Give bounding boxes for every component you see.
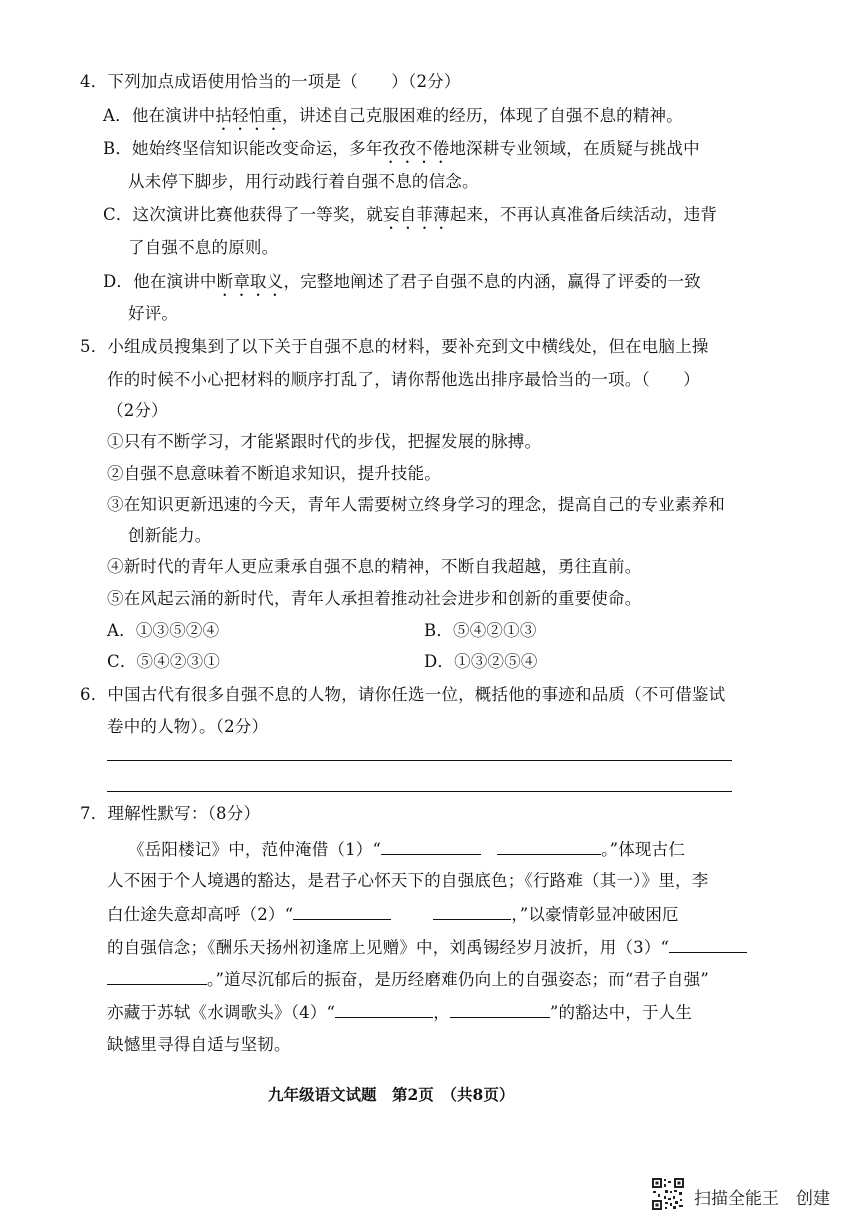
- q5-option-a: A．①③⑤②④: [107, 621, 220, 640]
- q5-item-4: ④新时代的青年人更应秉承自强不息的精神，不断自我超越，勇往直前。: [107, 557, 642, 576]
- q5-option-b: B．⑤④②①③: [424, 621, 537, 640]
- q6-answer-line-2[interactable]: [107, 791, 732, 792]
- q7-blank-3a[interactable]: [669, 936, 747, 953]
- q7-blank-2a[interactable]: [293, 903, 391, 920]
- q4-option-d-cont: 好评。: [128, 304, 179, 323]
- q5-item-5: ⑤在风起云涌的新时代，青年人承担着推动社会进步和创新的重要使命。: [107, 589, 642, 608]
- q4-option-b: B．她始终坚信知识能改变命运，多年孜孜不倦地深耕专业领域，在质疑与挑战中: [103, 139, 700, 158]
- q4-d-idiom: 断章取义: [216, 272, 284, 291]
- q4-option-d: D．他在演讲中断章取义，完整地阐述了君子自强不息的内涵，赢得了评委的一致: [103, 272, 701, 291]
- q4-option-c-cont: 了自强不息的原则。: [128, 238, 279, 257]
- q7-blank-1b[interactable]: [497, 838, 601, 855]
- q5-stem-2: 作的时候不小心把材料的顺序打乱了，请你帮他选出排序最恰当的一项。（ ）: [107, 370, 700, 389]
- q4-option-a: A．他在演讲中拈轻怕重，讲述自己克服困难的经历，体现了自强不息的精神。: [103, 106, 683, 125]
- q6-stem-2: 卷中的人物）。（2分）: [107, 717, 269, 736]
- q6-answer-line-1[interactable]: [107, 760, 732, 761]
- q7-blank-4b[interactable]: [450, 1001, 550, 1018]
- q5-item-3-cont: 创新能力。: [128, 526, 212, 545]
- q7-line-6: 亦藏于苏轼《水调歌头》（4）“ ， ”的豁达中，于人生: [107, 1003, 693, 1022]
- q5-score: （2分）: [107, 401, 168, 420]
- q5-item-3: ③在知识更新迅速的今天，青年人需要树立终身学习的理念，提高自己的专业素养和: [107, 495, 725, 514]
- q7-line-5: 。”道尽沉郁后的振奋，是历经磨难仍向上的自强姿态；而“君子自强”: [107, 968, 709, 991]
- scanner-watermark: 扫描全能王 创建: [694, 1189, 830, 1209]
- q4-stem: 4．下列加点成语使用恰当的一项是（ ）（2分）: [80, 72, 461, 91]
- q7-blank-3b[interactable]: [107, 968, 207, 985]
- q7-line-7: 缺憾里寻得自适与坚韧。: [107, 1035, 291, 1054]
- q6-stem-1: 6．中国古代有很多自强不息的人物，请你任选一位，概括他的事迹和品质（不可借鉴试: [80, 685, 726, 704]
- q7-blank-4a[interactable]: [335, 1001, 433, 1018]
- q5-option-d: D．①③②⑤④: [424, 652, 538, 671]
- q5-stem-1: 5．小组成员搜集到了以下关于自强不息的材料，要补充到文中横线处，但在电脑上操: [80, 337, 709, 356]
- q5-item-2: ②自强不息意味着不断追求知识，提升技能。: [107, 464, 441, 483]
- qr-code-icon: [651, 1177, 685, 1211]
- q7-blank-1a[interactable]: [381, 838, 481, 855]
- q7-line-3: 白仕途失意却高呼（2）“ ，”以豪情彰显冲破困厄: [107, 905, 679, 924]
- q7-blank-2b[interactable]: [433, 903, 511, 920]
- page-footer: 九年级语文试题 第2页 （共8页）: [268, 1085, 515, 1104]
- q7-line-2: 人不困于个人境遇的豁达，是君子心怀天下的自强底色；《行路难（其一）》里，李: [107, 871, 709, 890]
- q4-option-b-cont: 从未停下脚步，用行动践行着自强不息的信念。: [128, 172, 479, 191]
- q7-line-1: 《岳阳楼记》中，范仲淹借（1）“ 。”体现古仁: [128, 840, 686, 859]
- q4-option-c: C．这次演讲比赛他获得了一等奖，就妄自菲薄起来，不再认真准备后续活动，违背: [103, 205, 718, 224]
- q5-option-c: C．⑤④②③①: [107, 652, 221, 671]
- q7-stem: 7．理解性默写：（8分）: [80, 804, 261, 823]
- q4-a-idiom: 拈轻怕重: [215, 106, 283, 125]
- q4-c-idiom: 妄自菲薄: [383, 205, 450, 224]
- q7-line-4: 的自强信念；《酬乐天扬州初逢席上见赠》中，刘禹锡经岁月波折，用（3）“: [107, 936, 747, 959]
- q5-item-1: ①只有不断学习，才能紧跟时代的步伐，把握发展的脉搏。: [107, 432, 542, 451]
- q4-b-idiom: 孜孜不倦: [382, 139, 450, 158]
